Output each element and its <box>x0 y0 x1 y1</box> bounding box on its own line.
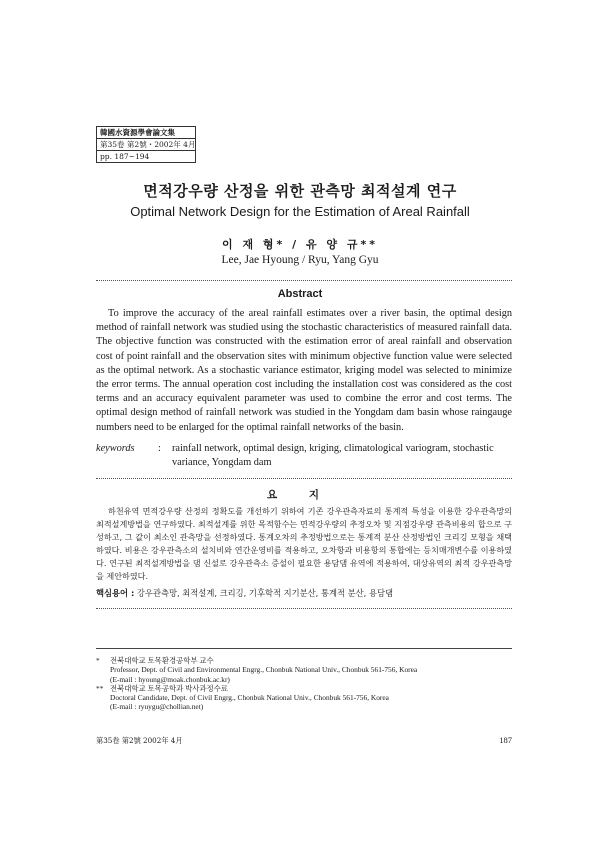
footnote-line: (E-mail : hyoung@moak.chonbuk.ac.kr) <box>110 674 230 684</box>
footnote-item <box>96 656 512 684</box>
journal-info-box <box>96 126 196 163</box>
page-number: 187 <box>499 735 512 745</box>
korean-keywords-list: 강우관측망, 최적설계, 크리깅, 기후학적 지기분산, 통계적 분산, 용담댐 <box>136 588 393 598</box>
authors-english: Lee, Jae Hyoung / Ryu, Yang Gyu <box>221 254 379 266</box>
keywords-line <box>96 442 512 470</box>
divider-middle <box>96 478 512 479</box>
korean-keywords-label: 핵심용어 : <box>96 588 135 598</box>
footnote-line: 전북대학교 토목공학과 박사과정수료 <box>110 683 228 693</box>
title-english: Optimal Network Design for the Estimation of Areal Rainfall <box>130 204 470 219</box>
keywords-label: keywords <box>96 443 135 454</box>
authors-korean: 이 재 형* / 유 양 규** <box>221 238 378 251</box>
divider-bottom <box>96 608 512 609</box>
divider-top <box>96 280 512 281</box>
footnote-mark: ** <box>96 683 104 693</box>
journal-volume-issue: 第35卷 第2號・2002年 4月 <box>97 139 195 151</box>
korean-abstract-body: 하천유역 면적강우량 산정의 정확도를 개선하기 위하여 기존 강우관측자료의 통계적 특성을 이용한 강우관측망의 최적설계방법을 연구하였다. 최적설계를 위한 목적함수는 면적강우량의 추정오차 및 지점강우량 관측비용의 합으로 구성하고, 그 값이 최소인 관측망을 선정하였다. 통계오차의 추정방법으로는 통계적 분산 산정방법인 크리깅 모형을 채택하였다. 비용은 강우관측소의 설치비와 연간운영비를 적용하고, 오차항과 비용항의 통합에는 등치매개변수를 이용하였다. 연구된 최적설계방법을 댐 신설로 강우관측소 증설이 필요한 용담댐 유역에 적용하여, 대상유역의 최적 강우관측망을 제안하였다. <box>96 506 512 582</box>
keywords-list: rainfall network, optimal design, kriging, climatological variogram, stochastic variance, Yongdam dam <box>172 443 494 469</box>
footnote-item <box>96 684 512 712</box>
keywords-colon: : <box>158 443 161 454</box>
title-korean: 면적강우량 산정을 위한 관측망 최적설계 연구 <box>143 182 457 200</box>
korean-keywords-line <box>96 587 512 599</box>
korean-abstract-heading: 요 지 <box>267 489 333 501</box>
footnote-mark: * <box>96 656 100 665</box>
journal-name: 韓國水資源學會論文集 <box>97 127 195 139</box>
footnote-line: (E-mail : ryuygu@chollian.net) <box>110 702 204 712</box>
footnote-line: 전북대학교 토목환경공학부 교수 <box>110 656 214 665</box>
abstract-body: To improve the accuracy of the areal rainfall estimates over a river basin, the optimal design method of rainfall network was studied using the stochastic characteristics of measured rainfall data. The objective function was constructed with the estimation error of areal rainfall and observation cost of point rainfall and the observation sites with minimum objective function value were selected as the optimal network. As a stochastic variance estimator, kriging model was selected to minimize the error terms. The annual operation cost including the installation cost was considered as the cost terms and an accuracy equivalent parameter was used to combine the error and cost terms. The optimal design method of rainfall network was studied in the Yongdam dam basin whose raingauge numbers need to be enlarged for the optimal rainfall networks of the basin. <box>96 308 512 433</box>
footnote-line: Doctoral Candidate, Dept. of Civil Engrg., Chonbuk National Univ., Chonbuk 561-756, Korea <box>110 693 389 703</box>
footer-journal-issue: 第35卷 第2號 2002年 4月 <box>96 736 183 745</box>
journal-pages: pp. 187~194 <box>100 152 150 161</box>
footnote-line: Professor, Dept. of Civil and Environmental Engrg., Chonbuk National Univ., Chonbuk 561-756, Korea <box>110 665 418 675</box>
abstract-heading: Abstract <box>277 288 323 300</box>
footnotes <box>96 656 512 712</box>
footnote-rule <box>96 648 512 649</box>
